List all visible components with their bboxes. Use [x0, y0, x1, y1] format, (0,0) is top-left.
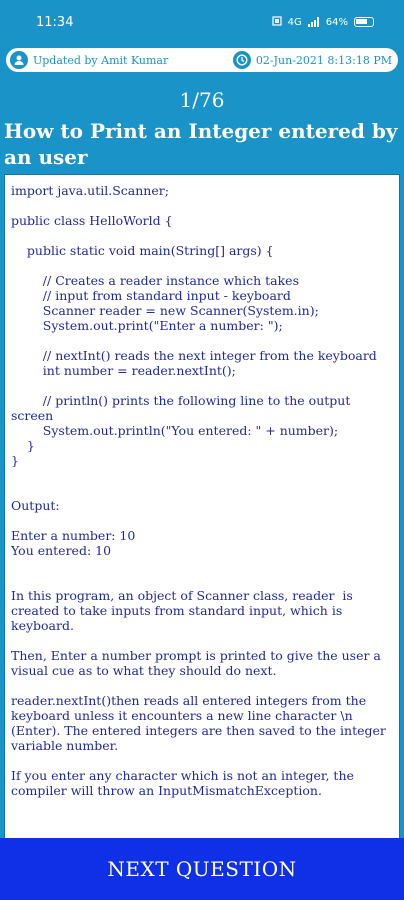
question-title: How to Print an Integer entered by an user	[4, 119, 398, 169]
network-label: 4G	[287, 16, 302, 28]
info-bar	[6, 48, 398, 72]
alarm-icon	[272, 16, 282, 29]
status-bar	[0, 0, 404, 44]
status-time: 11:34	[36, 14, 74, 30]
battery-icon	[354, 17, 374, 27]
battery-percent: 64%	[325, 16, 348, 28]
clock-icon	[233, 51, 251, 69]
updated-by-label: Updated by Amit Kumar	[33, 53, 169, 67]
timestamp-group	[233, 51, 392, 69]
timestamp-label: 02-Jun-2021 8:13:18 PM	[255, 53, 392, 67]
author-group	[10, 51, 168, 69]
answer-text: import java.util.Scanner; public class HelloWorld { public static void main(String[] args) { // Creates a reader instance which takes // input from standard input - keyboard Scanner reader = new Scanner(System.in); System.out.print("Enter a number: "); // nextInt() reads the next integer from the keyboard int number = reader.nextInt(); // println() prints the following line to the output screen System.out.println("You entered: " + number); } } Output: Enter a number: 10 You entered: 10 In this program, an object of Scanner class, reader is created to take inputs from standard input, which is keyboard. Then, Enter a number prompt is printed to give the user a visual cue as to what they should do next. reader.nextInt()then reads all entered integers from the keyboard unless it encounters a new line character \n (Enter). The entered integers are then saved to the integer variable number. If you enter any character which is not an integer, the compiler will throw an InputMismatchException.	[11, 183, 386, 798]
next-question-button[interactable]: NEXT QUESTION	[0, 838, 404, 900]
question-counter: 1/76	[179, 88, 225, 112]
signal-icon	[308, 17, 320, 27]
answer-content[interactable]	[4, 174, 400, 840]
status-icons	[272, 16, 374, 29]
user-icon	[10, 51, 28, 69]
